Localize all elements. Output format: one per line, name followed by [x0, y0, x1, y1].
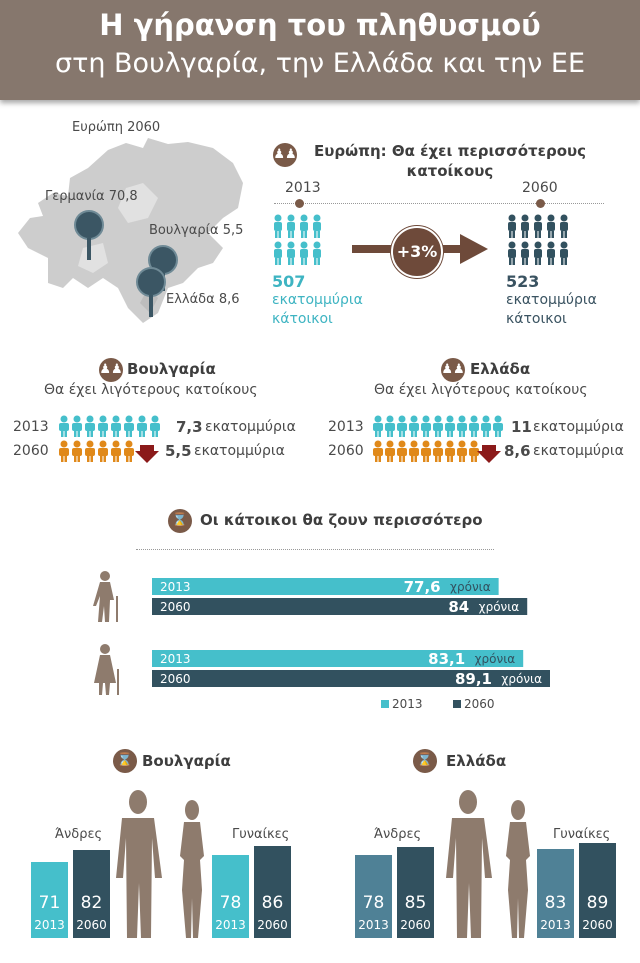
europe-value-a: 507: [272, 272, 306, 291]
europe-heading: Ευρώπη: Θα έχει περισσότερους κατοίκους: [313, 142, 587, 180]
europe-unit-b1: εκατομμύρια: [506, 292, 597, 308]
column-year: 2013: [358, 918, 389, 932]
life-divider: [136, 549, 494, 550]
europe-unit-b2: κάτοικοι: [506, 311, 567, 327]
column-value: 78: [362, 893, 385, 913]
hourglass-icon: ⌛: [413, 749, 437, 773]
column-value: 78: [219, 893, 242, 913]
gr-men-label: Άνδρες: [374, 827, 422, 842]
column-year: 2013: [540, 918, 571, 932]
map-pin-stem: [149, 295, 153, 317]
map-pin-icon: [136, 267, 166, 297]
life-bar-men-2060: [152, 598, 527, 615]
bg-men-label: Άνδρες: [55, 827, 103, 842]
bulgaria-unit-a: εκατομμύρια: [205, 419, 296, 435]
life-bar-value: 84: [448, 598, 470, 616]
life-bar-value: 77,6: [403, 578, 441, 596]
life-bar-year-label: 2013: [160, 652, 191, 666]
life-bar-unit: χρόνια: [450, 580, 491, 594]
column-value: 82: [80, 893, 103, 913]
europe-year-a: 2013: [285, 180, 321, 196]
people-row-icon: [58, 415, 170, 465]
people-icon: ♟♟: [99, 358, 123, 382]
bg-women-label: Γυναίκες: [232, 827, 290, 842]
life-bar-year-label: 2013: [160, 580, 191, 594]
people-row-icon: [372, 415, 507, 465]
bulgaria-year-b: 2060: [13, 443, 49, 459]
bulgaria-value-a: 7,3: [176, 418, 203, 436]
life-bar-value: 89,1: [454, 670, 492, 688]
europe-year-b: 2060: [522, 180, 558, 196]
life-bar-unit: χρόνια: [474, 652, 516, 666]
hourglass-icon: ⌛: [168, 509, 192, 533]
map-label-bulgaria: Βουλγαρία 5,5: [149, 223, 244, 238]
column-value: 83: [544, 893, 567, 913]
europe-value-b: 523: [506, 272, 540, 291]
greece-pop-heading: Ελλάδα: [470, 360, 531, 378]
life-bar-year-label: 2060: [160, 600, 191, 614]
column-value: 85: [404, 893, 427, 913]
greece-unit-a: εκατομμύρια: [533, 419, 624, 435]
life-bar-value: 83,1: [428, 650, 466, 668]
column-year: 2013: [34, 918, 65, 932]
map-title: Ευρώπη 2060: [72, 120, 161, 135]
map-label-greece: Ελλάδα 8,6: [166, 292, 240, 307]
woman-silhouette-icon: [172, 800, 212, 940]
people-group-icon: [272, 214, 328, 266]
map-pin-icon: [74, 210, 104, 240]
column-year: 2013: [215, 918, 246, 932]
life-bar-men-2013: [152, 578, 499, 595]
bulgaria-value-b: 5,5: [165, 442, 192, 460]
header-banner: [0, 0, 640, 100]
life-bar-year-label: 2060: [160, 672, 191, 686]
page-title: Η γήρανση του πληθυσμού: [99, 8, 541, 42]
bulgaria-unit-b: εκατομμύρια: [194, 443, 285, 459]
column-year: 2060: [257, 918, 288, 932]
europe-unit-a1: εκατομμύρια: [272, 292, 363, 308]
people-icon: ♟♟: [441, 358, 465, 382]
timeline-dot: [295, 199, 304, 208]
life-heading: Οι κάτοικοι θα ζουν περισσότερο: [200, 511, 483, 529]
greece-value-a: 11: [511, 418, 532, 436]
life-expectancy-chart: [0, 570, 640, 720]
column-year: 2060: [400, 918, 431, 932]
map-pin-stem: [87, 238, 91, 260]
bulgaria-life-heading: Βουλγαρία: [142, 752, 231, 770]
timeline-dot: [536, 199, 545, 208]
column-value: 71: [38, 893, 61, 913]
map-label-germany: Γερμανία 70,8: [45, 189, 138, 204]
legend-label-2060: 2060: [464, 697, 495, 711]
people-group-icon: [506, 214, 576, 266]
bulgaria-pop-heading: Βουλγαρία: [127, 360, 216, 378]
life-bar-unit: χρόνια: [501, 672, 542, 686]
greece-year-a: 2013: [328, 419, 364, 435]
man-silhouette-icon: [442, 790, 496, 940]
greece-pop-subheading: Θα έχει λιγότερους κατοίκους: [374, 382, 588, 398]
greece-life-heading: Ελλάδα: [446, 752, 507, 770]
column-year: 2060: [76, 918, 107, 932]
bulgaria-pop-subheading: Θα έχει λιγότερους κατοίκους: [44, 382, 258, 398]
hourglass-icon: ⌛: [113, 749, 137, 773]
column-value: 89: [586, 893, 609, 913]
legend-swatch-2013: [381, 700, 389, 708]
greece-unit-b: εκατομμύρια: [533, 443, 624, 459]
greece-year-b: 2060: [328, 443, 364, 459]
greece-value-b: 8,6: [504, 442, 531, 460]
column-value: 86: [261, 893, 284, 913]
europe-timeline: [274, 203, 604, 204]
legend-swatch-2060: [453, 700, 461, 708]
man-silhouette-icon: [112, 790, 166, 940]
page-subtitle: στη Βουλγαρία, την Ελλάδα και την ΕΕ: [54, 48, 586, 79]
people-icon: ♟♟: [273, 143, 297, 167]
europe-unit-a2: κάτοικοι: [272, 311, 333, 327]
life-bar-women-2013: [152, 650, 523, 667]
legend-label-2013: 2013: [392, 697, 423, 711]
bulgaria-year-a: 2013: [13, 419, 49, 435]
change-badge: +3%: [391, 226, 443, 278]
gr-women-label: Γυναίκες: [553, 827, 611, 842]
column-year: 2060: [582, 918, 613, 932]
woman-silhouette-icon: [498, 800, 538, 940]
life-bar-unit: χρόνια: [478, 600, 520, 614]
